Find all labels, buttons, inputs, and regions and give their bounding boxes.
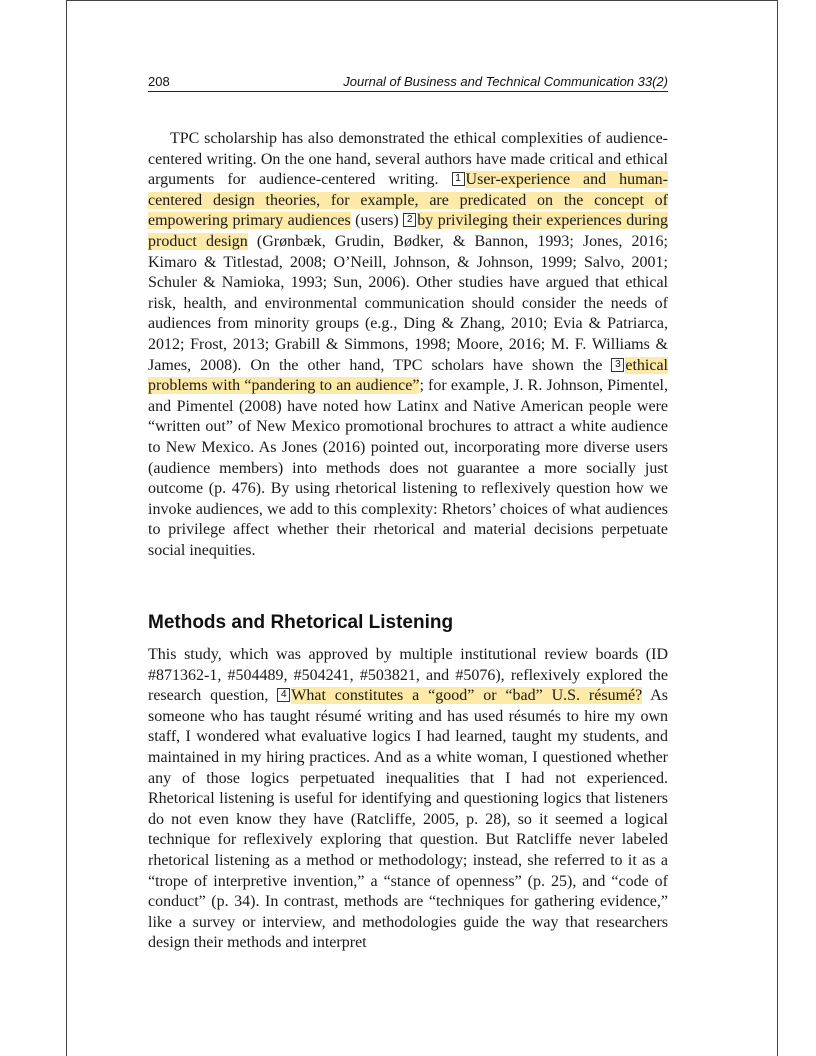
annotation-marker-1[interactable]: 1 [452,172,465,186]
text-run: (Grønbæk, Grudin, Bødker, & Bannon, 1993; Jones, 2016; Kimaro & Titlestad, 2008; O’Neill, Johnson, & Johnson, 1999; Salvo, 2001; Schuler & Namioka, 1993; Sun, 2006). Other studies have argued that ethical risk, health, and environmental communication should consider the needs of audiences from minority groups (e.g., Ding & Zhang, 2010; Evia & Patriarca, 2012; Frost, 2013; Grabill & Simmons, 1998; Moore, 2016; M. F. Williams & James, 2008). On the other hand, TPC scholars have shown the [148,232,668,374]
text-run: TPC scholarship has also demonstrated the ethical complexities of audience-centered writing. On the one hand, several authors have made critical and ethical arguments for audience-centered writing. [148,130,668,189]
text-run: ; for example, J. R. Johnson, Pimentel, and Pimentel (2008) have noted how Latinx and Native American people were “written out” of New Mexico promotional brochures to attract a white audience to New Mexico. As Jones (2016) pointed out, incorporating more diverse users (audience members) into methods does not guarantee a more socially just outcome (p. 476). By using rhetorical listening to reflexively question how we invoke audiences, we add to this complexity: Rhetors’ choices of what audiences to privilege affect whether their rhetorical and material decisions perpetuate social inequities. [148,377,668,559]
body-paragraph-2 [148,645,668,954]
section-heading: Methods and Rhetorical Listening [148,612,454,633]
highlight-4[interactable]: What constitutes a “good” or “bad” U.S. résumé? [291,687,643,705]
body-paragraph-1 [148,129,668,561]
highlight-3[interactable]: ethical problems with “pandering to an audience” [148,356,668,395]
annotation-marker-2[interactable]: 2 [403,213,416,227]
highlight-2[interactable]: by privileging their experiences during product design [148,212,668,250]
text-run: As someone who has taught résumé writing and has used résumés to hire my own staff, I wondered what evaluative logics I had learned, taught my students, and maintained in my hiring practices. And as a white woman, I questioned whether any of those logics perpetuated inequalities that I had not experienced. Rhetorical listening is useful for identifying and questioning logics that listeners do not even know they have (Ratcliffe, 2005, p. 28), so it seemed a logical technique for reflexively exploring that question. But Ratcliffe never labeled rhetorical listening as a method or methodology; instead, she referred to it as a “trope of interpretive invention,” a “stance of openness” (p. 25), and “code of conduct” (p. 34). In contrast, methods are “techniques for gathering evidence,” like a survey or interview, and methodologies guide the way that researchers design their methods and interpret [148,687,669,952]
text-run: This study, which was approved by multiple institutional review boards (ID #871362-1, #504489, #504241, #503821, and #5076), reflexively explored the research question, [148,646,668,705]
annotation-marker-4[interactable]: 4 [277,688,290,702]
page-number: 208 [148,74,170,89]
text-run: (users) [350,212,404,230]
annotation-marker-3[interactable]: 3 [611,358,624,372]
running-head [148,74,668,92]
highlight-1[interactable]: User-experience and human-centered design theories, for example, are predicated on the concept of empowering primary audiences [148,171,668,230]
journal-title: Journal of Business and Technical Communication 33(2) [343,74,668,89]
